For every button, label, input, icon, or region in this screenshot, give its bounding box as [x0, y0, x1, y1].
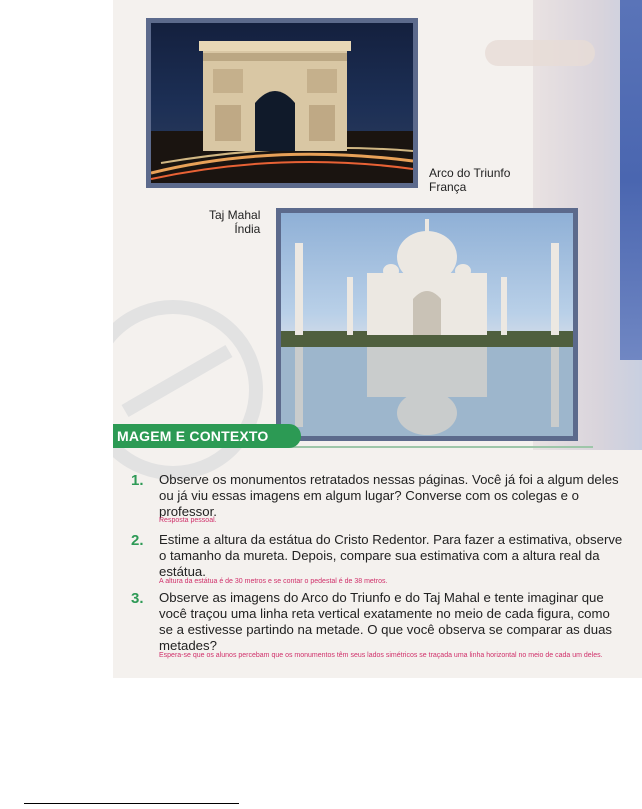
question-answer: Espera-se que os alunos percebam que os monumentos têm seus lados simétricos se traçada uma linha horizontal no meio de cada um deles.	[159, 652, 603, 659]
section-banner: MAGEM E CONTEXTO	[113, 424, 301, 448]
question-text: Observe os monumentos retratados nessas páginas. Você já foi a algum deles ou já viu essas imagens em algum lugar? Converse com os colegas e o professor.	[159, 472, 619, 519]
ghost-heading-pill	[485, 40, 595, 66]
question-number: 3.	[131, 590, 144, 607]
question-text: Estime a altura da estátua do Cristo Redentor. Para fazer a estimativa, observe o tamanho da mureta. Depois, compare sua estimativa com a altura real da estátua.	[159, 532, 623, 579]
question-3	[131, 590, 631, 678]
arc-de-triomphe-photo	[146, 18, 418, 188]
globe-watermark-icon	[113, 300, 263, 480]
taj-caption	[209, 208, 260, 236]
textbook-page	[113, 0, 642, 678]
arc-caption-name: Arco do Triunfo	[429, 166, 511, 180]
question-2	[131, 532, 631, 586]
question-text: Observe as imagens do Arco do Triunfo e do Taj Mahal e tente imaginar que você traçou uma linha reta vertical exatamente no meio de cada figura, como se a estivesse partindo na metade. O que você observa se comparar as duas metades?	[159, 590, 613, 653]
arc-caption-country: França	[429, 180, 467, 194]
taj-caption-name: Taj Mahal	[209, 208, 261, 222]
arc-caption	[429, 166, 510, 194]
question-answer: A altura da estátua é de 30 metros e se contar o pedestal é de 38 metros.	[159, 578, 388, 585]
page-edge	[620, 0, 642, 360]
question-number: 1.	[131, 472, 144, 489]
question-number: 2.	[131, 532, 144, 549]
taj-mahal-photo	[276, 208, 578, 441]
question-1	[131, 472, 631, 524]
question-answer: Resposta pessoal.	[159, 517, 217, 524]
footnote-divider	[24, 803, 239, 804]
taj-caption-country: Índia	[234, 222, 261, 236]
